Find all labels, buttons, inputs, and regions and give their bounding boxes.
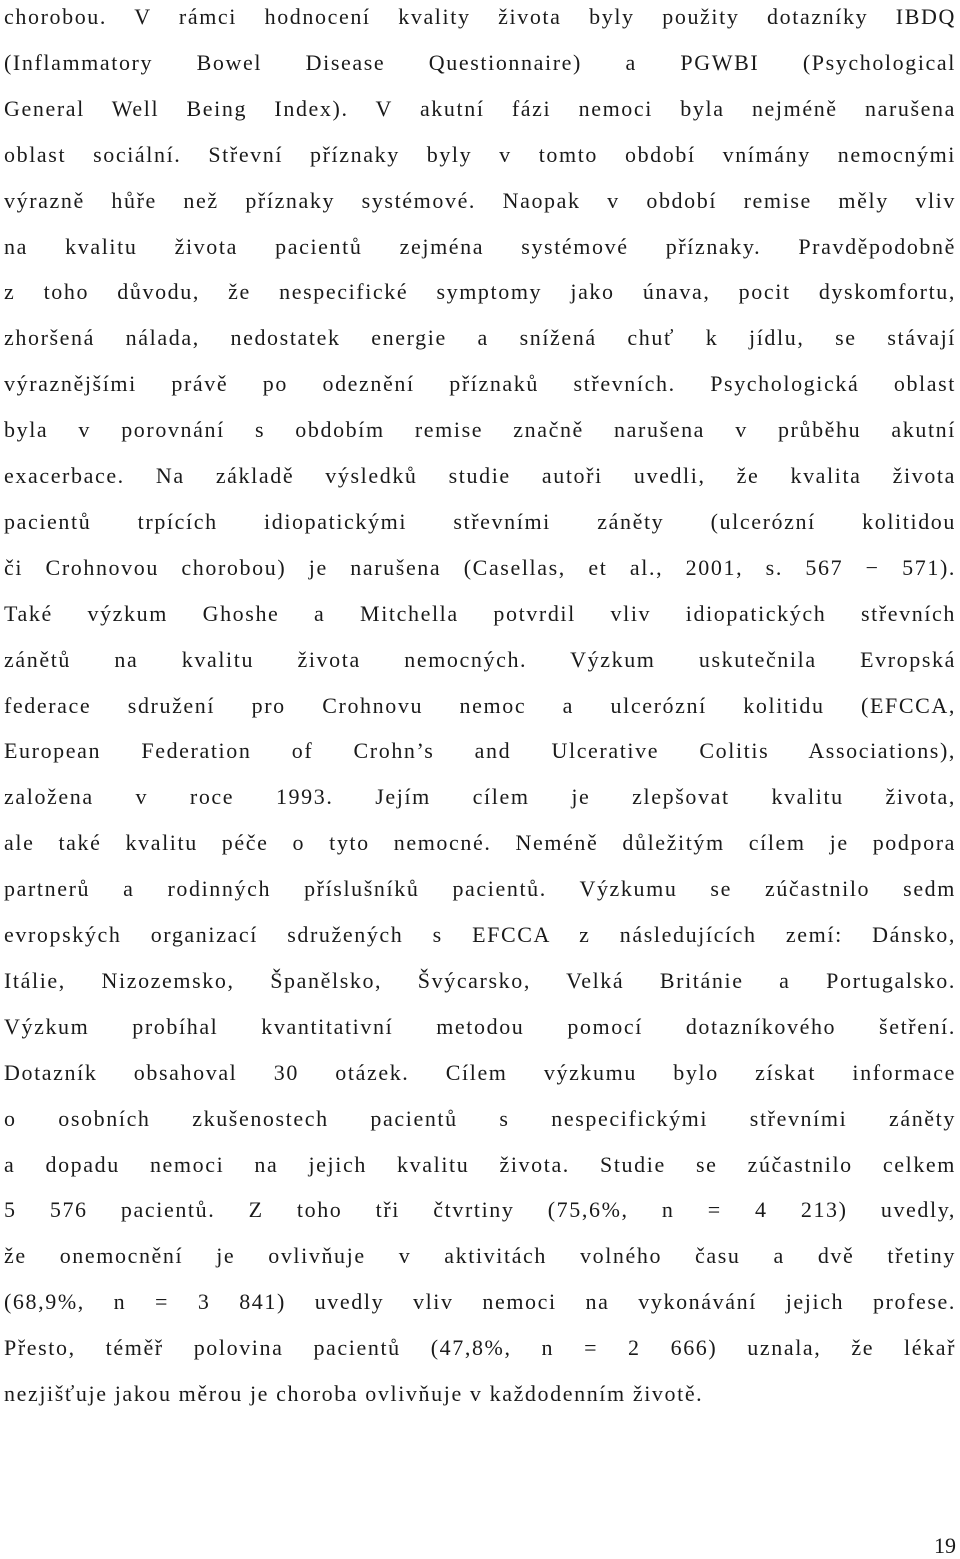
text-line: byla v porovnání s obdobím remise značně narušena v průběhu akutní: [4, 417, 956, 443]
text-line: ale také kvalitu péče o tyto nemocné. Neméně důležitým cílem je podpora: [4, 830, 956, 856]
text-line: Itálie, Nizozemsko, Španělsko, Švýcarsko, Velká Británie a Portugalsko.: [4, 967, 956, 993]
text-line: Přesto, téměř polovina pacientů (47,8%, n = 2 666) uznala, že lékař: [4, 1335, 956, 1361]
text-line: oblast sociální. Střevní příznaky byly v tomto období vnímány nemocnými: [4, 141, 956, 167]
text-line: Dotazník obsahoval 30 otázek. Cílem výzkumu bylo získat informace: [4, 1059, 956, 1085]
text-line: výraznějšími právě po odeznění příznaků střevních. Psychologická oblast: [4, 371, 956, 397]
text-line: Výzkum probíhal kvantitativní metodou pomocí dotazníkového šetření.: [4, 1013, 956, 1039]
text-line: pacientů trpících idiopatickými střevními záněty (ulcerózní kolitidou: [4, 508, 956, 534]
text-line: či Crohnovou chorobou) je narušena (Casellas, et al., 2001, s. 567 − 571).: [4, 554, 956, 580]
text-line: z toho důvodu, že nespecifické symptomy jako únava, pocit dyskomfortu,: [4, 279, 956, 305]
page-number: 19: [934, 1533, 956, 1558]
text-line: že onemocnění je ovlivňuje v aktivitách volného času a dvě třetiny: [4, 1243, 956, 1269]
text-line: federace sdružení pro Crohnovu nemoc a ulcerózní kolitidu (EFCCA,: [4, 692, 956, 718]
text-line: (Inflammatory Bowel Disease Questionnaire) a PGWBI (Psychological: [4, 49, 956, 75]
text-line: výrazně hůře než příznaky systémové. Naopak v období remise měly vliv: [4, 187, 956, 213]
text-line: General Well Being Index). V akutní fázi nemoci byla nejméně narušena: [4, 95, 956, 121]
text-line: European Federation of Crohn’s and Ulcerative Colitis Associations),: [4, 738, 956, 764]
text-line: a dopadu nemoci na jejich kvalitu života. Studie se zúčastnilo celkem: [4, 1151, 956, 1177]
text-line: zhoršená nálada, nedostatek energie a snížená chuť k jídlu, se stávají: [4, 325, 956, 351]
text-line: na kvalitu života pacientů zejména systémové příznaky. Pravděpodobně: [4, 233, 956, 259]
text-line: evropských organizací sdružených s EFCCA z následujících zemí: Dánsko,: [4, 922, 956, 947]
text-line: nezjišťuje jakou měrou je choroba ovlivňuje v každodenním životě.: [4, 1381, 704, 1406]
text-line: 5 576 pacientů. Z toho tři čtvrtiny (75,6%, n = 4 213) uvedly,: [4, 1197, 956, 1223]
text-line: Také výzkum Ghoshe a Mitchella potvrdil vliv idiopatických střevních: [4, 600, 956, 626]
text-line: založena v roce 1993. Jejím cílem je zlepšovat kvalitu života,: [4, 784, 956, 810]
text-line: zánětů na kvalitu života nemocných. Výzkum uskutečnila Evropská: [4, 646, 956, 672]
text-line: (68,9%, n = 3 841) uvedly vliv nemoci na vykonávání jejich profese.: [4, 1289, 956, 1315]
text-line: chorobou. V rámci hodnocení kvality života byly použity dotazníky IBDQ: [4, 4, 956, 29]
text-line: partnerů a rodinných příslušníků pacientů. Výzkumu se zúčastnilo sedm: [4, 876, 956, 902]
text-line: o osobních zkušenostech pacientů s nespecifickými střevními záněty: [4, 1105, 956, 1131]
text-line: exacerbace. Na základě výsledků studie autoři uvedli, že kvalita života: [4, 463, 956, 488]
